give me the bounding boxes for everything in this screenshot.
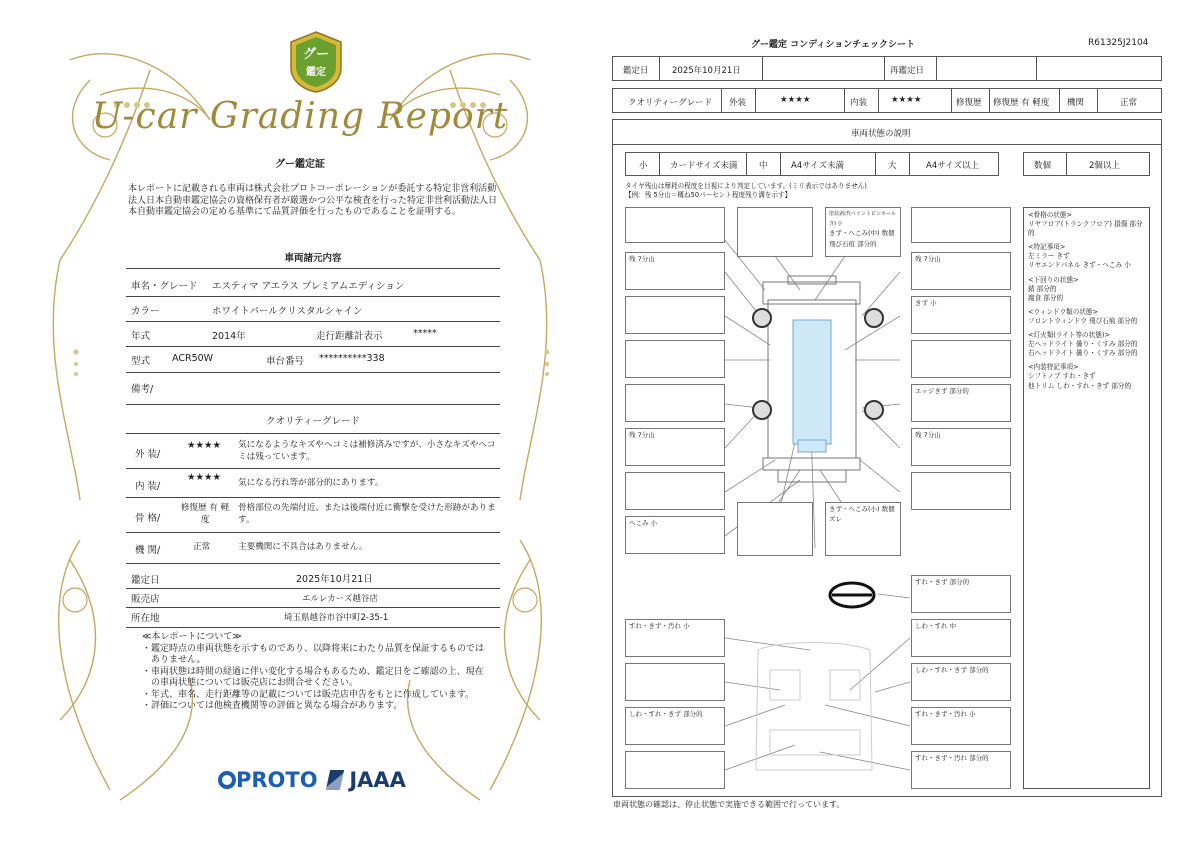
note-line: リヤフロア(トランクフロア) 損傷 部分的: [1028, 220, 1143, 238]
ext-label: 外装: [729, 98, 747, 108]
diagram-cell-i1: すれ・きず・汚れ 小: [625, 619, 725, 657]
size-small: 小: [639, 161, 648, 171]
note-item: 年式、車名、走行距離等の記載については販売店申告をもとに作成しています。: [151, 689, 475, 700]
note-line: 他トリム しわ・すれ・きず 部分的: [1028, 381, 1132, 390]
diagram-cell-r5: 残 7分山: [911, 428, 1011, 466]
divider: [126, 296, 500, 297]
divider: [126, 346, 500, 347]
diagram-cell-r1: 残 7分山: [911, 252, 1011, 290]
ext-grade: ★★★★: [780, 95, 811, 105]
date-label: 鑑定日: [131, 575, 160, 586]
diagram-cell: [625, 207, 725, 243]
divider: [126, 627, 500, 628]
redate-label: 再鑑定日: [890, 66, 925, 76]
size-medium-desc: A4サイズ未満: [791, 161, 845, 171]
repair-value: 修復歴 有 軽度: [993, 98, 1050, 108]
car-year: 2014年: [212, 331, 246, 342]
quality-desc-ext: 気になるようなキズやヘコミは補修済みですが、小さなキズやヘコミは残っています。: [238, 440, 496, 462]
note-line: 腐食 部分的: [1028, 293, 1064, 302]
proto-logo: [218, 768, 318, 792]
note-item: 鑑定時点の車両状態を示すものであり、以降将来にわたり品質を保証するものではありません。: [151, 643, 485, 665]
diagram-cell: [625, 296, 725, 334]
diagram-cell-i5: すれ・きず・汚れ 小: [911, 707, 1011, 745]
model-code: ACR50W: [172, 353, 214, 364]
count-label: 数個: [1034, 161, 1052, 171]
quality-label-int: 内 装/: [135, 481, 161, 492]
note-line: <特記事項>: [1028, 243, 1066, 252]
sheet-date-label: 鑑定日: [623, 66, 649, 76]
diagram-cell: [625, 472, 725, 510]
tire-note: タイヤ残山は摩耗の程度を目視により判定しています。(ミリ表示ではありません): [625, 182, 867, 190]
diagram-cell: [911, 340, 1011, 378]
diagram-cell: [625, 751, 725, 789]
notes-title: ≪本レポートについて≫: [142, 632, 242, 642]
size-large: 大: [888, 161, 897, 171]
report-title: U-car Grading Report: [91, 96, 509, 137]
remarks-label: 備考/: [131, 384, 154, 395]
note-line: 左ミラー きず: [1028, 252, 1070, 261]
shop-address: 埼玉県越谷市谷中町2-35-1: [284, 613, 389, 623]
model-label: 型式: [131, 356, 151, 367]
chassis-label: 車台番号: [266, 356, 305, 367]
size-small-desc: カードサイズ未満: [670, 161, 738, 171]
size-medium: 中: [759, 161, 768, 171]
diagram-cell-l1: 残 7分山: [625, 252, 725, 290]
note-line: リヤエンドパネル きず・へこみ 小: [1028, 261, 1131, 270]
quality-label-ext: 外 装/: [135, 449, 161, 460]
note-line: フロントウィンドウ 飛び石痕 部分的: [1028, 316, 1138, 325]
sheet-date: 2025年10月21日: [672, 66, 741, 76]
jaaa-mark-icon: [326, 770, 344, 790]
repair-label: 修復歴: [956, 98, 982, 108]
quality-grade-int: ★★★★: [187, 472, 222, 483]
divider: [126, 268, 500, 269]
note-line: 左ヘッドライト 曇り・くすみ 部分的: [1028, 340, 1138, 349]
divider: [126, 404, 500, 405]
note-line: <内装特記事項>: [1028, 363, 1079, 372]
int-label: 内装: [850, 98, 868, 108]
diagram-cell-i3: しわ・すれ・きず 部分的: [911, 663, 1011, 701]
year-label: 年式: [131, 331, 151, 342]
divider: [126, 433, 500, 434]
note-line: 右ヘッドライト 曇り・くすみ 部分的: [1028, 349, 1138, 358]
diagram-cell: [625, 663, 725, 701]
quality-grade-frame: 修復歴 有 軽度: [180, 503, 230, 525]
note-line: 錆 部分的: [1028, 284, 1057, 293]
quality-label-engine: 機 関/: [135, 545, 161, 556]
note-line: <骨格の状態>: [1028, 211, 1073, 219]
proto-text: PROTO: [236, 768, 318, 792]
quality-desc-engine: 主要機関に不具合はありません。: [238, 542, 368, 552]
diagram-cell-l7: へこみ 小: [625, 516, 725, 554]
certificate-heading: グー鑑定証: [275, 159, 325, 170]
diagram-cell-front: 塗装剥げ(ペイントピンホール含) 小 きず・へこみ(中) 数個 飛び石痕 部分的: [825, 207, 901, 257]
grade-label: クオリティーグレード: [628, 98, 713, 108]
car-name: エスティマ アエラス プレミアムエディション: [212, 281, 405, 292]
diagram-cell-l4: 残 7分山: [625, 428, 725, 466]
condition-notes: [1023, 207, 1150, 789]
name-label: 車名・グレード: [131, 281, 198, 292]
sheet-bottom-note: 車両状態の確認は、停止状態で実施できる範囲で行っています。: [613, 800, 845, 809]
diagram-cell-r2: きず 小: [911, 296, 1011, 334]
diagram-cell: [737, 207, 813, 257]
quality-section-title: クオリティーグレード: [265, 416, 361, 427]
car-color: ホワイトパールクリスタルシャイン: [212, 306, 363, 317]
mileage-label: 走行距離計表示: [316, 331, 383, 342]
diagram-cell-r4: エッジきず 部分的: [911, 384, 1011, 422]
divider: [126, 607, 500, 608]
diagram-cell: [625, 384, 725, 422]
jaaa-text: JAAA: [349, 768, 406, 792]
note-line: <下回りの状態>: [1028, 275, 1079, 284]
quality-grade-engine: 正常: [193, 542, 211, 552]
divider: [126, 468, 500, 469]
count-desc: 2個以上: [1089, 161, 1120, 171]
divider: [126, 588, 500, 589]
note-line: <ウィンドウ類の状態>: [1028, 307, 1098, 316]
diagram-cell: [625, 340, 725, 378]
note-item: 評価については他検査機関等の評価と異なる場合があります。: [151, 701, 403, 711]
sheet-code: R61325J2104: [1088, 38, 1149, 48]
sheet-title: グー鑑定 コンディションチェックシート: [751, 40, 915, 50]
int-grade: ★★★★: [891, 95, 922, 105]
note-line: <灯火類(ライト等の状態)>: [1028, 331, 1110, 340]
badge-line2: 鑑定: [306, 67, 326, 78]
chassis-number: **********338: [319, 353, 385, 364]
certificate-intro: 本レポートに記載される車両は株式会社プロトコーポレーションが委託する特定非営利活動法人日本自動車鑑定協会の資格保有者が厳選かつ公平な検査を行った特定非営利活動法人日本自動車鑑定協会の定める基準にて品質評価を行ったものであることを証明する。: [128, 184, 498, 217]
diagram-cell-i2: しわ・すれ 中: [911, 619, 1011, 657]
shop-label: 販売店: [131, 594, 160, 605]
divider: [126, 497, 500, 498]
divider: [126, 321, 500, 322]
goo-kantei-badge: [287, 30, 345, 94]
proto-mark-icon: [218, 771, 236, 789]
condition-title: 車両状態の説明: [851, 129, 911, 139]
quality-grade-ext: ★★★★: [187, 440, 222, 451]
diagram-cell-i4: しわ・すれ・きず 部分的: [625, 707, 725, 745]
color-label: カラー: [131, 306, 160, 317]
mileage-value: *****: [413, 328, 437, 339]
size-large-desc: A4サイズ以上: [926, 161, 980, 171]
diagram-cell: [911, 472, 1011, 510]
diagram-cell-rear: きず・へこみ(小) 数個 ズレ: [825, 502, 901, 556]
note-line: シフトノブ すれ・きず: [1028, 372, 1096, 381]
engine-label: 機関: [1067, 98, 1085, 108]
divider: [126, 563, 500, 564]
engine-value: 正常: [1120, 98, 1138, 108]
address-label: 所在地: [131, 613, 160, 624]
condition-check-sheet: [600, 0, 1200, 848]
diagram-cell: [737, 502, 813, 556]
jaaa-logo: [328, 768, 406, 792]
report-notes: ≪本レポートについて≫ ・ 鑑定時点の車両状態を示すものであり、以降将来にわたり品質を保証するものではありません。 ・ 車両状態は時間の経過に伴い変化する場合もあるため、鑑定日をご確認の上、現在の車両状態については販売店にお問合せください。 ・ 年式、車名、走行距離等の記載については販売店申告をもとに作成しています。 ・ 評価については他検査機関等の評価と異なる場合があります。: [142, 632, 492, 713]
diagram-cell-i6: すれ・きず・汚れ 部分的: [911, 751, 1011, 789]
quality-desc-frame: 骨格部位の先端付近、または後端付近に衝撃を受けた形跡があります。: [238, 503, 496, 525]
tire-example: 【例：残 5分山＝概ね50パーセント程度残り溝を示す】: [625, 191, 792, 199]
note-item: 車両状態は時間の経過に伴い変化する場合もあるため、鑑定日をご確認の上、現在の車両状態については販売店にお問合せください。: [151, 666, 484, 688]
diagram-cell-steering: すれ・きず 部分的: [911, 575, 1011, 613]
inspection-date: 2025年10月21日: [296, 574, 373, 585]
quality-label-frame: 骨 格/: [135, 513, 161, 524]
shop-name: エルレカーズ越谷店: [302, 594, 378, 604]
spec-section-title: 車両諸元内容: [284, 253, 342, 264]
divider: [126, 372, 500, 373]
badge-line1: グー: [302, 47, 330, 62]
diagram-cell: [911, 207, 1011, 243]
divider: [126, 532, 500, 533]
quality-desc-int: 気になる汚れ等が部分的にあります。: [238, 478, 384, 488]
